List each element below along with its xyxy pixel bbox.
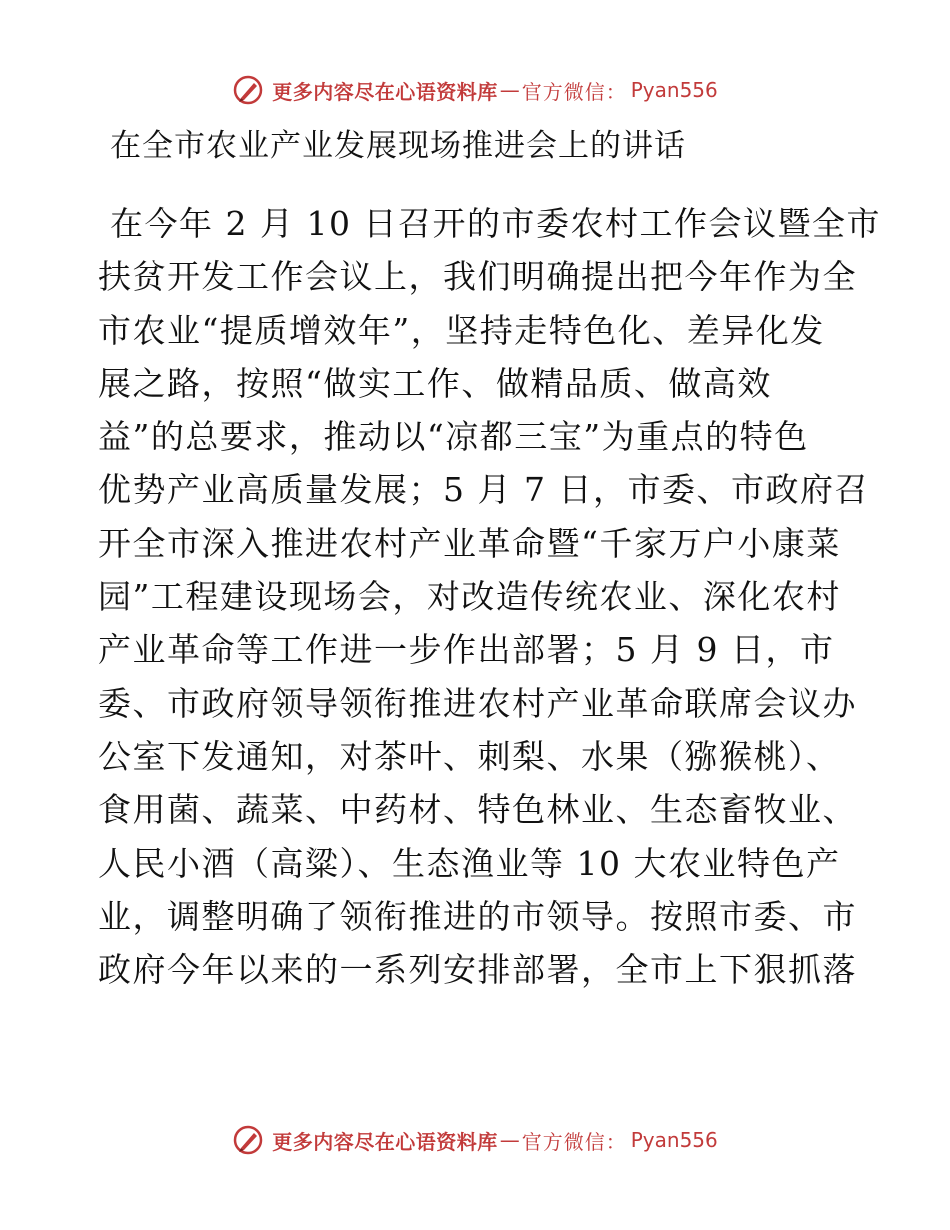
body-line: 食用菌、蔬菜、中药材、特色林业、生态畜牧业、 <box>98 790 857 830</box>
watermark-text: 更多内容尽在心语资料库 <box>272 79 498 104</box>
watermark-official-label: 官方微信： <box>521 79 627 104</box>
body-line: 政府今年以来的一系列安排部署，全市上下狠抓落 <box>98 950 857 990</box>
body-line: 业，调整明确了领衔推进的市领导。按照市委、市 <box>98 896 857 936</box>
body-line: 市农业“提质增效年”，坚持走特色化、差异化发 <box>98 310 825 350</box>
document-title: 在全市农业产业发展现场推进会上的讲话 <box>110 128 686 164</box>
header-watermark <box>0 70 950 110</box>
watermark-wechat-id: Pyan556 <box>630 1128 718 1152</box>
document-body <box>98 197 881 996</box>
body-line: 在今年 2 月 10 日召开的市委农村工作会议暨全市 <box>110 204 881 243</box>
body-line: 扶贫开发工作会议上，我们明确提出把今年作为全 <box>98 257 857 297</box>
watermark-text: 更多内容尽在心语资料库 <box>272 1129 498 1154</box>
pen-logo-icon <box>232 74 264 106</box>
body-line: 园”工程建设现场会，对改造传统农业、深化农村 <box>98 577 841 617</box>
body-line: 优势产业高质量发展；5 月 7 日，市委、市政府召 <box>98 470 869 510</box>
watermark-wechat-id: Pyan556 <box>630 78 718 102</box>
body-line: 展之路，按照“做实工作、做精品质、做高效 <box>98 363 772 403</box>
body-line: 委、市政府领导领衔推进农村产业革命联席会议办 <box>98 683 857 723</box>
body-line: 产业革命等工作进一步作出部署；5 月 9 日，市 <box>98 630 835 670</box>
footer-watermark <box>0 1120 950 1160</box>
body-line: 人民小酒（高粱）、生态渔业等 10 大农业特色产 <box>98 843 841 883</box>
body-line: 开全市深入推进农村产业革命暨“千家万户小康菜 <box>98 523 841 563</box>
watermark-separator: — <box>499 78 520 102</box>
watermark-official-label: 官方微信： <box>521 1129 627 1154</box>
body-line: 公室下发通知，对茶叶、刺梨、水果（猕猴桃）、 <box>98 736 841 776</box>
pen-logo-icon <box>232 1124 264 1156</box>
watermark-separator: — <box>499 1128 520 1152</box>
body-line: 益”的总要求，推动以“凉都三宝”为重点的特色 <box>98 417 809 457</box>
